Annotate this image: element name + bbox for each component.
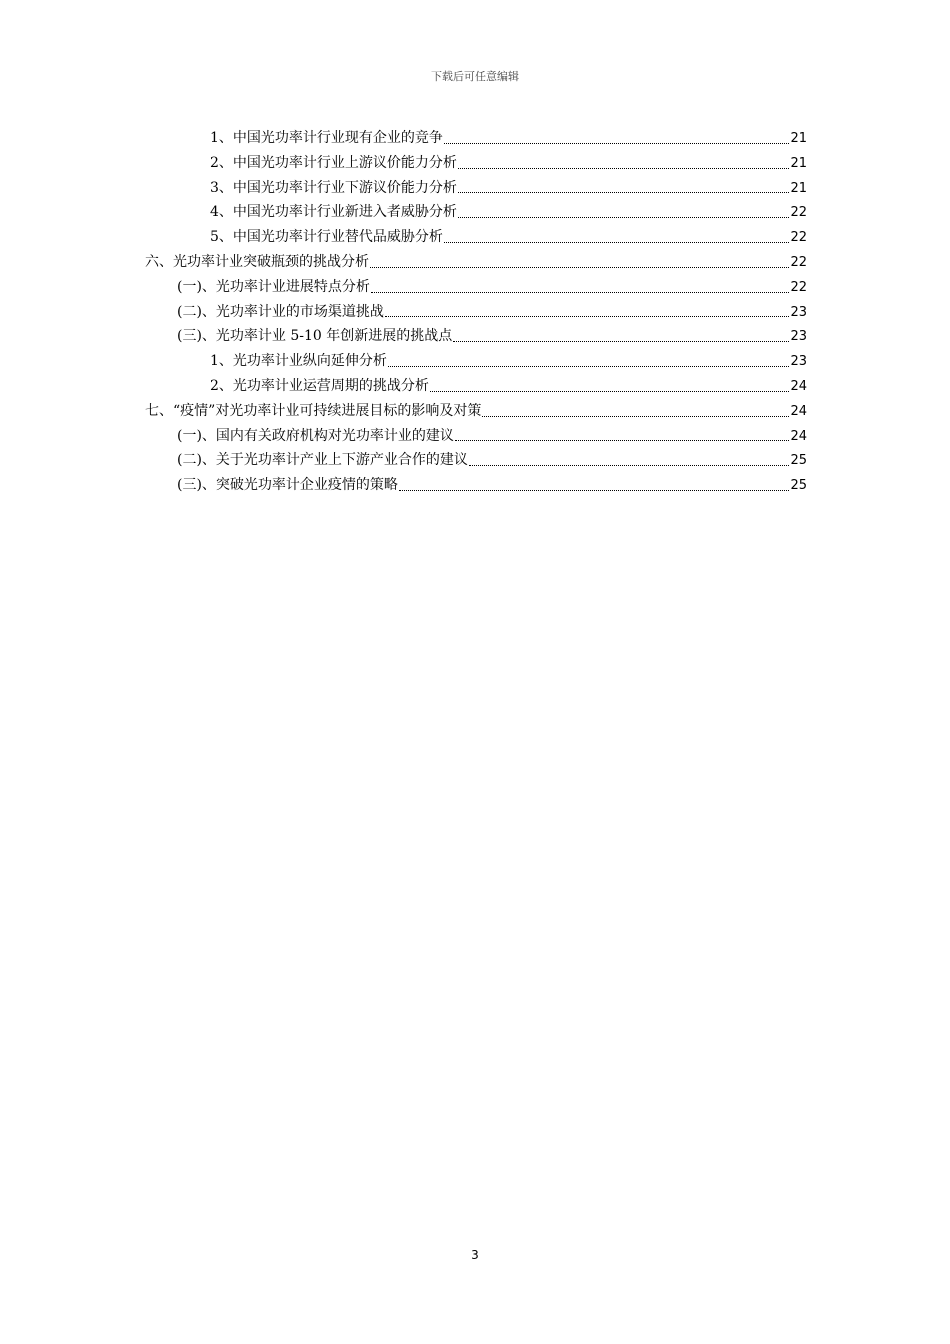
toc-entry[interactable] [145,399,807,424]
toc-entry-page: 24 [790,378,807,394]
toc-entry[interactable] [145,151,807,176]
toc-entry-title: 2、中国光功率计行业上游议价能力分析 [210,154,457,171]
toc-entry[interactable] [145,225,807,250]
toc-entry[interactable] [145,200,807,225]
table-of-contents [145,126,807,498]
toc-entry[interactable] [145,176,807,201]
toc-dot-leader [399,490,790,491]
toc-entry-page: 21 [790,131,807,146]
toc-dot-leader [388,366,790,367]
toc-entry-title: (二)、光功率计业的市场渠道挑战 [177,303,384,320]
toc-entry-title: 2、光功率计业运营周期的挑战分析 [210,377,429,394]
toc-dot-leader [453,341,789,342]
toc-entry[interactable] [145,349,807,374]
toc-entry-title: 1、光功率计业纵向延伸分析 [210,353,387,370]
page-header: 下载后可任意编辑 [431,70,519,83]
toc-entry-page: 22 [790,254,807,270]
toc-entry-title: (二)、关于光功率计产业上下游产业合作的建议 [177,452,468,469]
toc-entry[interactable] [145,424,807,449]
toc-dot-leader [370,267,789,268]
toc-entry[interactable] [145,275,807,300]
toc-entry-title: (一)、国内有关政府机构对光功率计业的建议 [177,427,454,444]
toc-entry-page: 22 [790,205,807,221]
toc-dot-leader [458,192,790,193]
page-number: 3 [471,1248,479,1262]
toc-dot-leader [444,143,790,144]
toc-entry-title: (三)、突破光功率计企业疫情的策略 [177,477,398,494]
toc-entry-page: 24 [790,428,807,444]
toc-entry-title: 六、光功率计业突破瓶颈的挑战分析 [145,253,369,270]
toc-entry-page: 23 [790,354,807,370]
toc-entry-page: 23 [790,329,807,345]
toc-dot-leader [444,242,790,243]
toc-entry-page: 22 [790,279,807,295]
toc-entry[interactable] [145,250,807,275]
toc-entry-page: 21 [790,155,807,171]
toc-dot-leader [385,316,790,317]
toc-entry-title: 3、中国光功率计行业下游议价能力分析 [210,179,457,196]
toc-entry-title: (一)、光功率计业进展特点分析 [177,278,370,295]
toc-entry-title: 七、“疫情”对光功率计业可持续进展目标的影响及对策 [145,402,482,419]
toc-dot-leader [371,292,790,293]
toc-entry-title: 1、中国光功率计行业现有企业的竞争 [210,130,443,146]
toc-entry[interactable] [145,473,807,498]
toc-dot-leader [455,440,790,441]
toc-dot-leader [458,217,790,218]
toc-dot-leader [430,391,790,392]
toc-entry[interactable] [145,126,807,151]
toc-entry-page: 22 [790,230,807,246]
toc-entry-title: 4、中国光功率计行业新进入者威胁分析 [210,204,457,221]
toc-entry[interactable] [145,448,807,473]
toc-entry-title: 5、中国光功率计行业替代品威胁分析 [210,229,443,246]
toc-dot-leader [482,416,789,417]
toc-entry[interactable] [145,324,807,349]
toc-entry[interactable] [145,374,807,399]
toc-entry-page: 25 [790,453,807,469]
toc-entry-title: (三)、光功率计业 5-10 年创新进展的挑战点 [177,328,453,345]
toc-entry[interactable] [145,300,807,325]
toc-dot-leader [458,168,790,169]
toc-entry-page: 25 [790,478,807,494]
toc-entry-page: 21 [790,180,807,196]
toc-entry-page: 23 [790,304,807,320]
toc-dot-leader [469,465,790,466]
toc-entry-page: 24 [790,403,807,419]
